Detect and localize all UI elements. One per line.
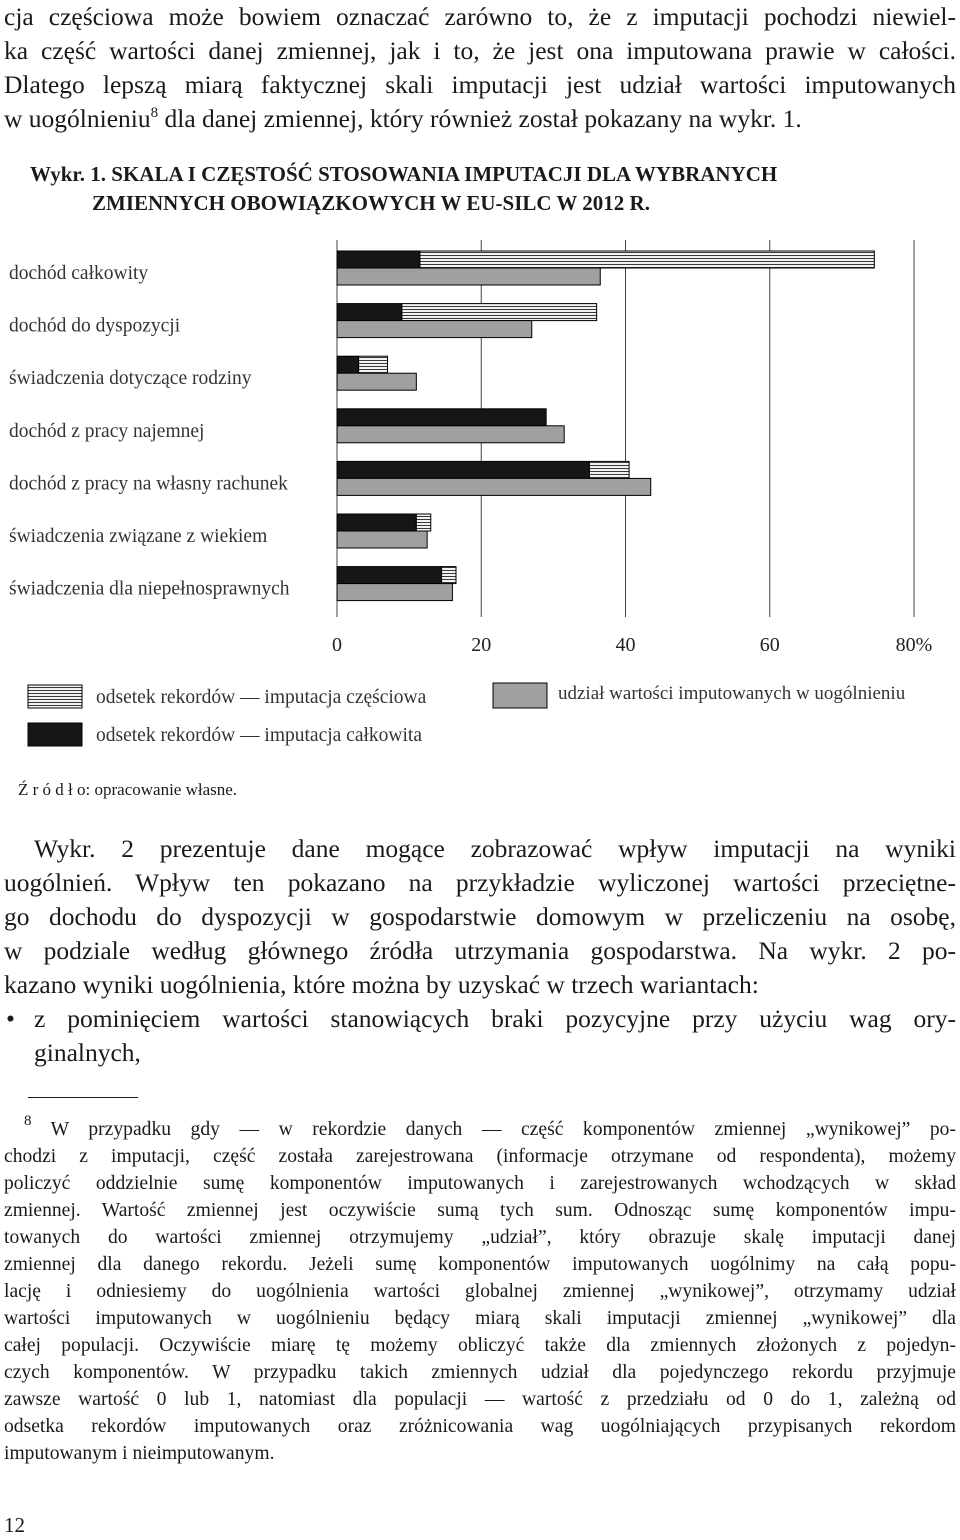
legend	[28, 683, 906, 746]
body-paragraph	[4, 832, 956, 1070]
footnote	[4, 1113, 956, 1467]
bar-full-imputation	[337, 461, 589, 478]
bar-partial-imputation	[416, 514, 430, 531]
bar-full-imputation	[337, 251, 420, 268]
footnote-line: lację i odniesiemy do uogólnienia wartości globalnej zmiennej „wynikowej”, otrzymamy udział	[4, 1281, 956, 1302]
footnote-line: zawsze wartość 0 lub 1, natomiast dla populacji — wartość z przedziału od 0 do 1, zależną od	[4, 1389, 956, 1410]
category-label: dochód całkowity	[9, 263, 149, 284]
figure-title-line	[30, 160, 950, 189]
bar-imputed-share	[337, 531, 427, 548]
legend-swatch-share	[493, 683, 547, 708]
text-line: kazano wyniki uogólnienia, które można by uzyskać w trzech wariantach:	[4, 970, 759, 999]
page-number: 12	[4, 1513, 25, 1537]
legend-label-partial: odsetek rekordów — imputacja częściowa	[96, 687, 427, 708]
footnote-line: czych komponentów. W przypadku takich zmiennych udział dla pojedynczego rekordu przyjmuje	[4, 1362, 956, 1383]
bar-full-imputation	[337, 514, 416, 531]
text-fragment: W przypadku gdy — w rekordzie danych — część komponentów zmiennej „wynikowej” po-	[31, 1119, 956, 1140]
legend-label-share: udział wartości imputowanych w uogólnieniu	[558, 683, 906, 704]
figure-title-text: SKALA I CZĘSTOŚĆ STOSOWANIA IMPUTACJI DLA WYBRANYCH	[111, 162, 778, 186]
text-line: cja częściowa może bowiem oznaczać zarówno to, że z imputacji pochodzi niewiel-	[4, 2, 956, 31]
x-tick-label: 60	[759, 634, 780, 656]
x-tick-label: 20	[471, 634, 492, 656]
figure-title-line: ZMIENNYCH OBOWIĄZKOWYCH W EU-SILC W 2012 R.	[92, 191, 650, 215]
footnote-line: odsetka rekordów imputowanych oraz zróżnicowania wag uogólniających przypisanych rekordom	[4, 1416, 956, 1437]
figure-title	[30, 160, 950, 218]
bar-partial-imputation	[402, 304, 597, 321]
category-label: dochód do dyspozycji	[9, 315, 181, 337]
bar-full-imputation	[337, 409, 546, 426]
text-line: uogólnień. Wpływ ten pokazano na przykładzie wyliczonej wartości przeciętne-	[4, 868, 956, 897]
footnote-line: wartości imputowanych w uogólnieniu będący miarą skali imputacji zmiennej „wynikowej” dla	[4, 1308, 956, 1329]
category-label: dochód z pracy najemnej	[9, 420, 205, 442]
bar-full-imputation	[337, 356, 359, 373]
footnote-line: policzyć oddzielnie sumę komponentów imputowanych i zarejestrowanych wchodzących w skład	[4, 1173, 956, 1194]
text-line	[4, 102, 956, 136]
category-label: dochód z pracy na własny rachunek	[9, 473, 288, 495]
x-axis-ticks	[332, 634, 932, 656]
text-line: w podziale według głównego źródła utrzymania gospodarstwa. Na wykr. 2 po-	[4, 936, 956, 965]
text-line: ka część wartości danej zmiennej, jak i to, że jest ona imputowana prawie w całości.	[4, 36, 956, 65]
bar-imputed-share	[337, 268, 600, 285]
source-prefix: Ź r ó d ł o:	[18, 780, 91, 799]
footnote-line: całej populacji. Oczywiście miarę tę możemy obliczyć także dla zmiennych złożonych z pojedyn-	[4, 1335, 956, 1356]
bar-imputed-share	[337, 321, 532, 338]
bullet-item	[4, 1002, 956, 1036]
figure-label: Wykr. 1.	[30, 162, 107, 186]
footnote-divider	[28, 1097, 138, 1098]
bar-imputed-share	[337, 373, 416, 390]
footnote-ref[interactable]: 8	[150, 105, 159, 121]
x-tick-label: 0	[332, 634, 342, 656]
text-line: ginalnych,	[34, 1038, 141, 1067]
figure-source	[18, 780, 237, 800]
footnote-line: zmiennej dla danego rekordu. Jeżeli sumę komponentów imputowanych uogólnimy na całą popu-	[4, 1254, 956, 1275]
text-line: Dlatego lepszą miarą faktycznej skali imputacji jest udział wartości imputowanych	[4, 70, 956, 99]
bullet-text: z pominięciem wartości stanowiących braki pozycyjne przy użyciu wag ory-	[34, 1004, 956, 1033]
legend-swatch-full	[28, 723, 82, 746]
bar-full-imputation	[337, 304, 402, 321]
bar-imputed-share	[337, 584, 452, 601]
footnote-line: imputowanym i nieimputowanym.	[4, 1443, 275, 1464]
x-tick-label: 40	[615, 634, 636, 656]
source-text: opracowanie własne.	[90, 780, 238, 799]
intro-paragraph	[4, 0, 956, 136]
bar-imputed-share	[337, 478, 651, 495]
footnote-line: towanych do wartości zmiennej otrzymujemy „udział”, który obrazuje skalę imputacji danej	[4, 1227, 956, 1248]
legend-label-full: odsetek rekordów — imputacja całkowita	[96, 725, 422, 746]
footnote-marker: 8	[24, 1113, 32, 1129]
bar-partial-imputation	[589, 461, 629, 478]
bar-partial-imputation	[359, 356, 388, 373]
bar-imputed-share	[337, 426, 564, 443]
bar-chart	[0, 225, 960, 765]
category-label: świadczenia związane z wiekiem	[9, 526, 268, 547]
legend-swatch-partial	[28, 685, 82, 708]
bars	[337, 251, 874, 601]
bar-partial-imputation	[442, 567, 456, 584]
text-line: go dochodu do dyspozycji w gospodarstwie domowym w przeliczeniu na osobę,	[4, 902, 956, 931]
footnote-line: zmiennej. Wartość zmiennej jest oczywiście sumą tych sum. Odnosząc sumę komponentów impu-	[4, 1200, 956, 1221]
bullet-icon: •	[6, 1004, 15, 1033]
bar-full-imputation	[337, 567, 442, 584]
footnote-line: chodzi z imputacji, część została zarejestrowana (informacje otrzymane od respondenta), możemy	[4, 1146, 956, 1167]
category-label: świadczenia dotyczące rodziny	[9, 368, 252, 390]
text-line: Wykr. 2 prezentuje dane mogące zobrazować wpływ imputacji na wyniki	[34, 834, 956, 863]
text-fragment: dla danej zmiennej, który również został pokazany na wykr. 1.	[158, 104, 802, 133]
text-fragment: w uogólnieniu	[4, 104, 151, 133]
category-labels	[9, 263, 290, 600]
category-label: świadczenia dla niepełnosprawnych	[9, 578, 290, 600]
footnote-line	[4, 1113, 956, 1143]
bar-partial-imputation	[420, 251, 874, 268]
x-tick-label: 80%	[895, 634, 933, 656]
